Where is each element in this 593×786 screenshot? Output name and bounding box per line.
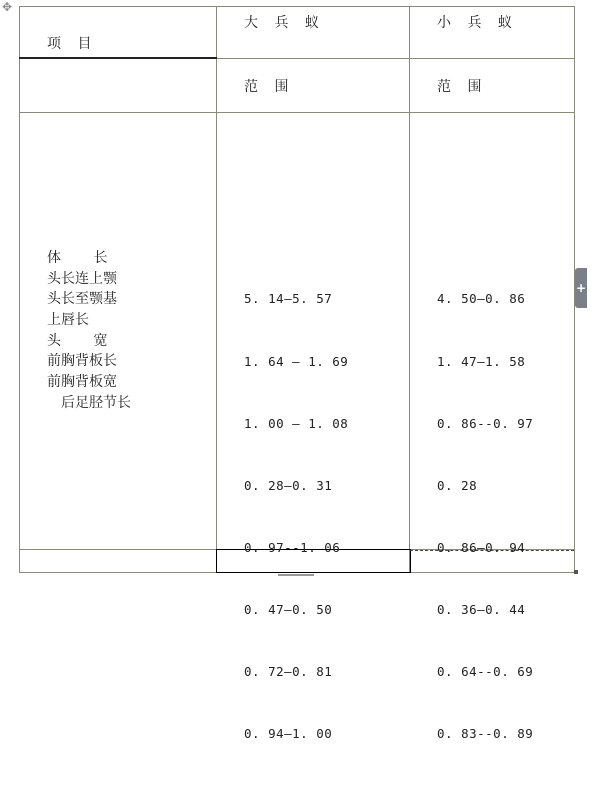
table-cell: 5. 14—5. 57 bbox=[244, 291, 333, 307]
table-cell: 0. 86--0. 97 bbox=[437, 415, 534, 431]
table-cell: 0. 47—0. 50 bbox=[244, 601, 333, 617]
plus-icon[interactable]: + bbox=[575, 268, 587, 308]
row-label: 头长连上颚 bbox=[47, 270, 117, 287]
resize-handle[interactable] bbox=[278, 574, 314, 576]
row-label: 后足胫节长 bbox=[61, 394, 131, 411]
table-cell: 4. 50—0. 86 bbox=[437, 291, 526, 307]
large-soldier-values bbox=[244, 248, 348, 786]
row-label: 体 长 bbox=[47, 250, 122, 266]
header-range-small: 范 围 bbox=[437, 79, 488, 95]
table-cell: 0. 64--0. 69 bbox=[437, 663, 534, 679]
header-large-soldier: 大 兵 蚁 bbox=[244, 15, 325, 31]
header-item: 项 目 bbox=[47, 36, 98, 52]
table-resize-handle[interactable] bbox=[574, 570, 578, 574]
row-label: 前胸背板宽 bbox=[47, 374, 117, 391]
header-range-large: 范 围 bbox=[244, 79, 295, 95]
table-cell: 0. 36—0. 44 bbox=[437, 601, 526, 617]
table-cell: 1. 47—1. 58 bbox=[437, 353, 526, 369]
table-cell: 0. 94—1. 00 bbox=[244, 726, 333, 742]
row-label: 头 宽 bbox=[47, 332, 122, 349]
row-label: 前胸背板长 bbox=[47, 353, 117, 370]
table-cell: 0. 83--0. 89 bbox=[437, 726, 534, 742]
table-cell: 0. 28 bbox=[437, 477, 478, 493]
table-cell: 1. 64 — 1. 69 bbox=[244, 353, 349, 369]
measurement-labels bbox=[47, 248, 207, 414]
move-icon[interactable]: ✥ bbox=[1, 0, 13, 14]
table-cell: 0. 72—0. 81 bbox=[244, 663, 333, 679]
table-cell: 0. 97--1. 06 bbox=[244, 539, 341, 555]
row-label: 上唇长 bbox=[47, 312, 89, 329]
table-cell: 1. 00 — 1. 08 bbox=[244, 415, 349, 431]
table-cell: 0. 86—0. 94 bbox=[437, 539, 526, 555]
small-soldier-values bbox=[437, 248, 533, 786]
header-small-soldier: 小 兵 蚁 bbox=[437, 15, 518, 31]
table-cell: 0. 28—0. 31 bbox=[244, 477, 333, 493]
row-label: 头长至颚基 bbox=[47, 291, 117, 308]
